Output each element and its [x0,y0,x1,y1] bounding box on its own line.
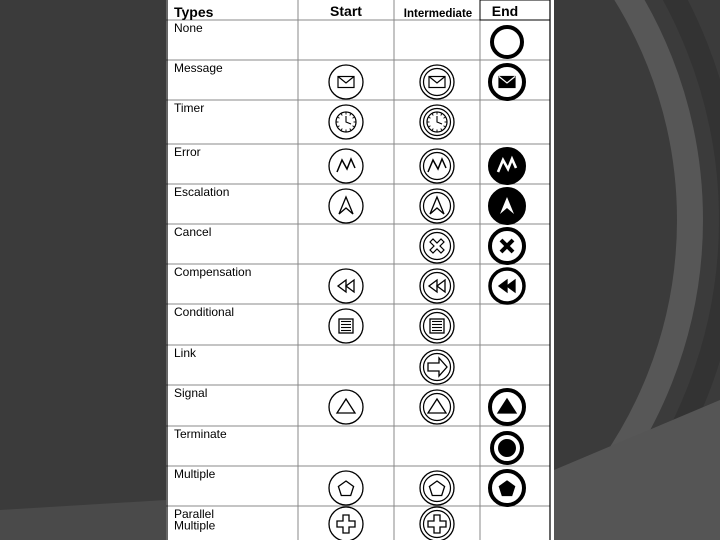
table-row [174,101,454,139]
event-type-label: Conditional [174,305,235,319]
event-type-label: Cancel [174,225,212,239]
event-type-label: Escalation [174,185,230,199]
event-type-label: Multiple [174,467,216,481]
header-intermediate: Intermediate [403,8,473,20]
event-type-label: Compensation [174,265,252,279]
triangle-event-icon [420,390,454,424]
event-type-label: Terminate [174,427,227,441]
escalation-event-icon [490,189,524,223]
table-row [174,265,524,303]
link-arrow-event-icon [420,350,454,384]
event-type-label: Timer [174,101,205,115]
table-row [174,21,522,57]
table-row [174,386,524,424]
conditional-event-icon [329,309,363,343]
cancel-x-event-icon [420,229,454,263]
triangle-event-icon [490,390,524,424]
lightning-event-icon [490,149,524,183]
event-type-label: Parallel [174,507,215,521]
table-canvas [166,0,554,540]
envelope-event-icon [420,65,454,99]
envelope-event-icon [490,65,524,99]
header-end: End [491,3,519,19]
rewind-event-icon [329,269,363,303]
triangle-event-icon [329,390,363,424]
event-type-label: Message [174,61,223,75]
pentagon-event-icon [490,471,524,505]
event-type-label: Error [174,145,201,159]
table-row [174,427,522,463]
event-type-label: Multiple [174,518,216,533]
bpmn-events-table [166,0,554,540]
pentagon-event-icon [329,471,363,505]
envelope-event-icon [329,65,363,99]
table-rows [174,21,524,540]
lightning-event-icon [329,149,363,183]
table-row [174,346,454,384]
table-row [174,507,454,540]
event-type-label: None [174,21,203,35]
plus-event-icon [329,507,363,540]
table-headers [174,3,518,20]
table-row [174,145,524,183]
header-types: Types [174,4,214,20]
plus-event-icon [420,507,454,540]
table-row [174,467,524,505]
header-start: Start [330,3,362,19]
escalation-event-icon [420,189,454,223]
rewind-event-icon [420,269,454,303]
table-row [174,305,454,343]
clock-event-icon [420,105,454,139]
event-type-label: Link [174,346,197,360]
table-row [174,225,524,263]
table-row [174,61,524,99]
cancel-x-event-icon [490,229,524,263]
conditional-event-icon [420,309,454,343]
table-row [174,185,524,223]
clock-event-icon [329,105,363,139]
terminate-dot-event-icon [492,433,522,463]
escalation-event-icon [329,189,363,223]
none-event-icon [492,27,522,57]
pentagon-event-icon [420,471,454,505]
event-type-label: Signal [174,386,208,400]
lightning-event-icon [420,149,454,183]
rewind-event-icon [490,269,524,303]
